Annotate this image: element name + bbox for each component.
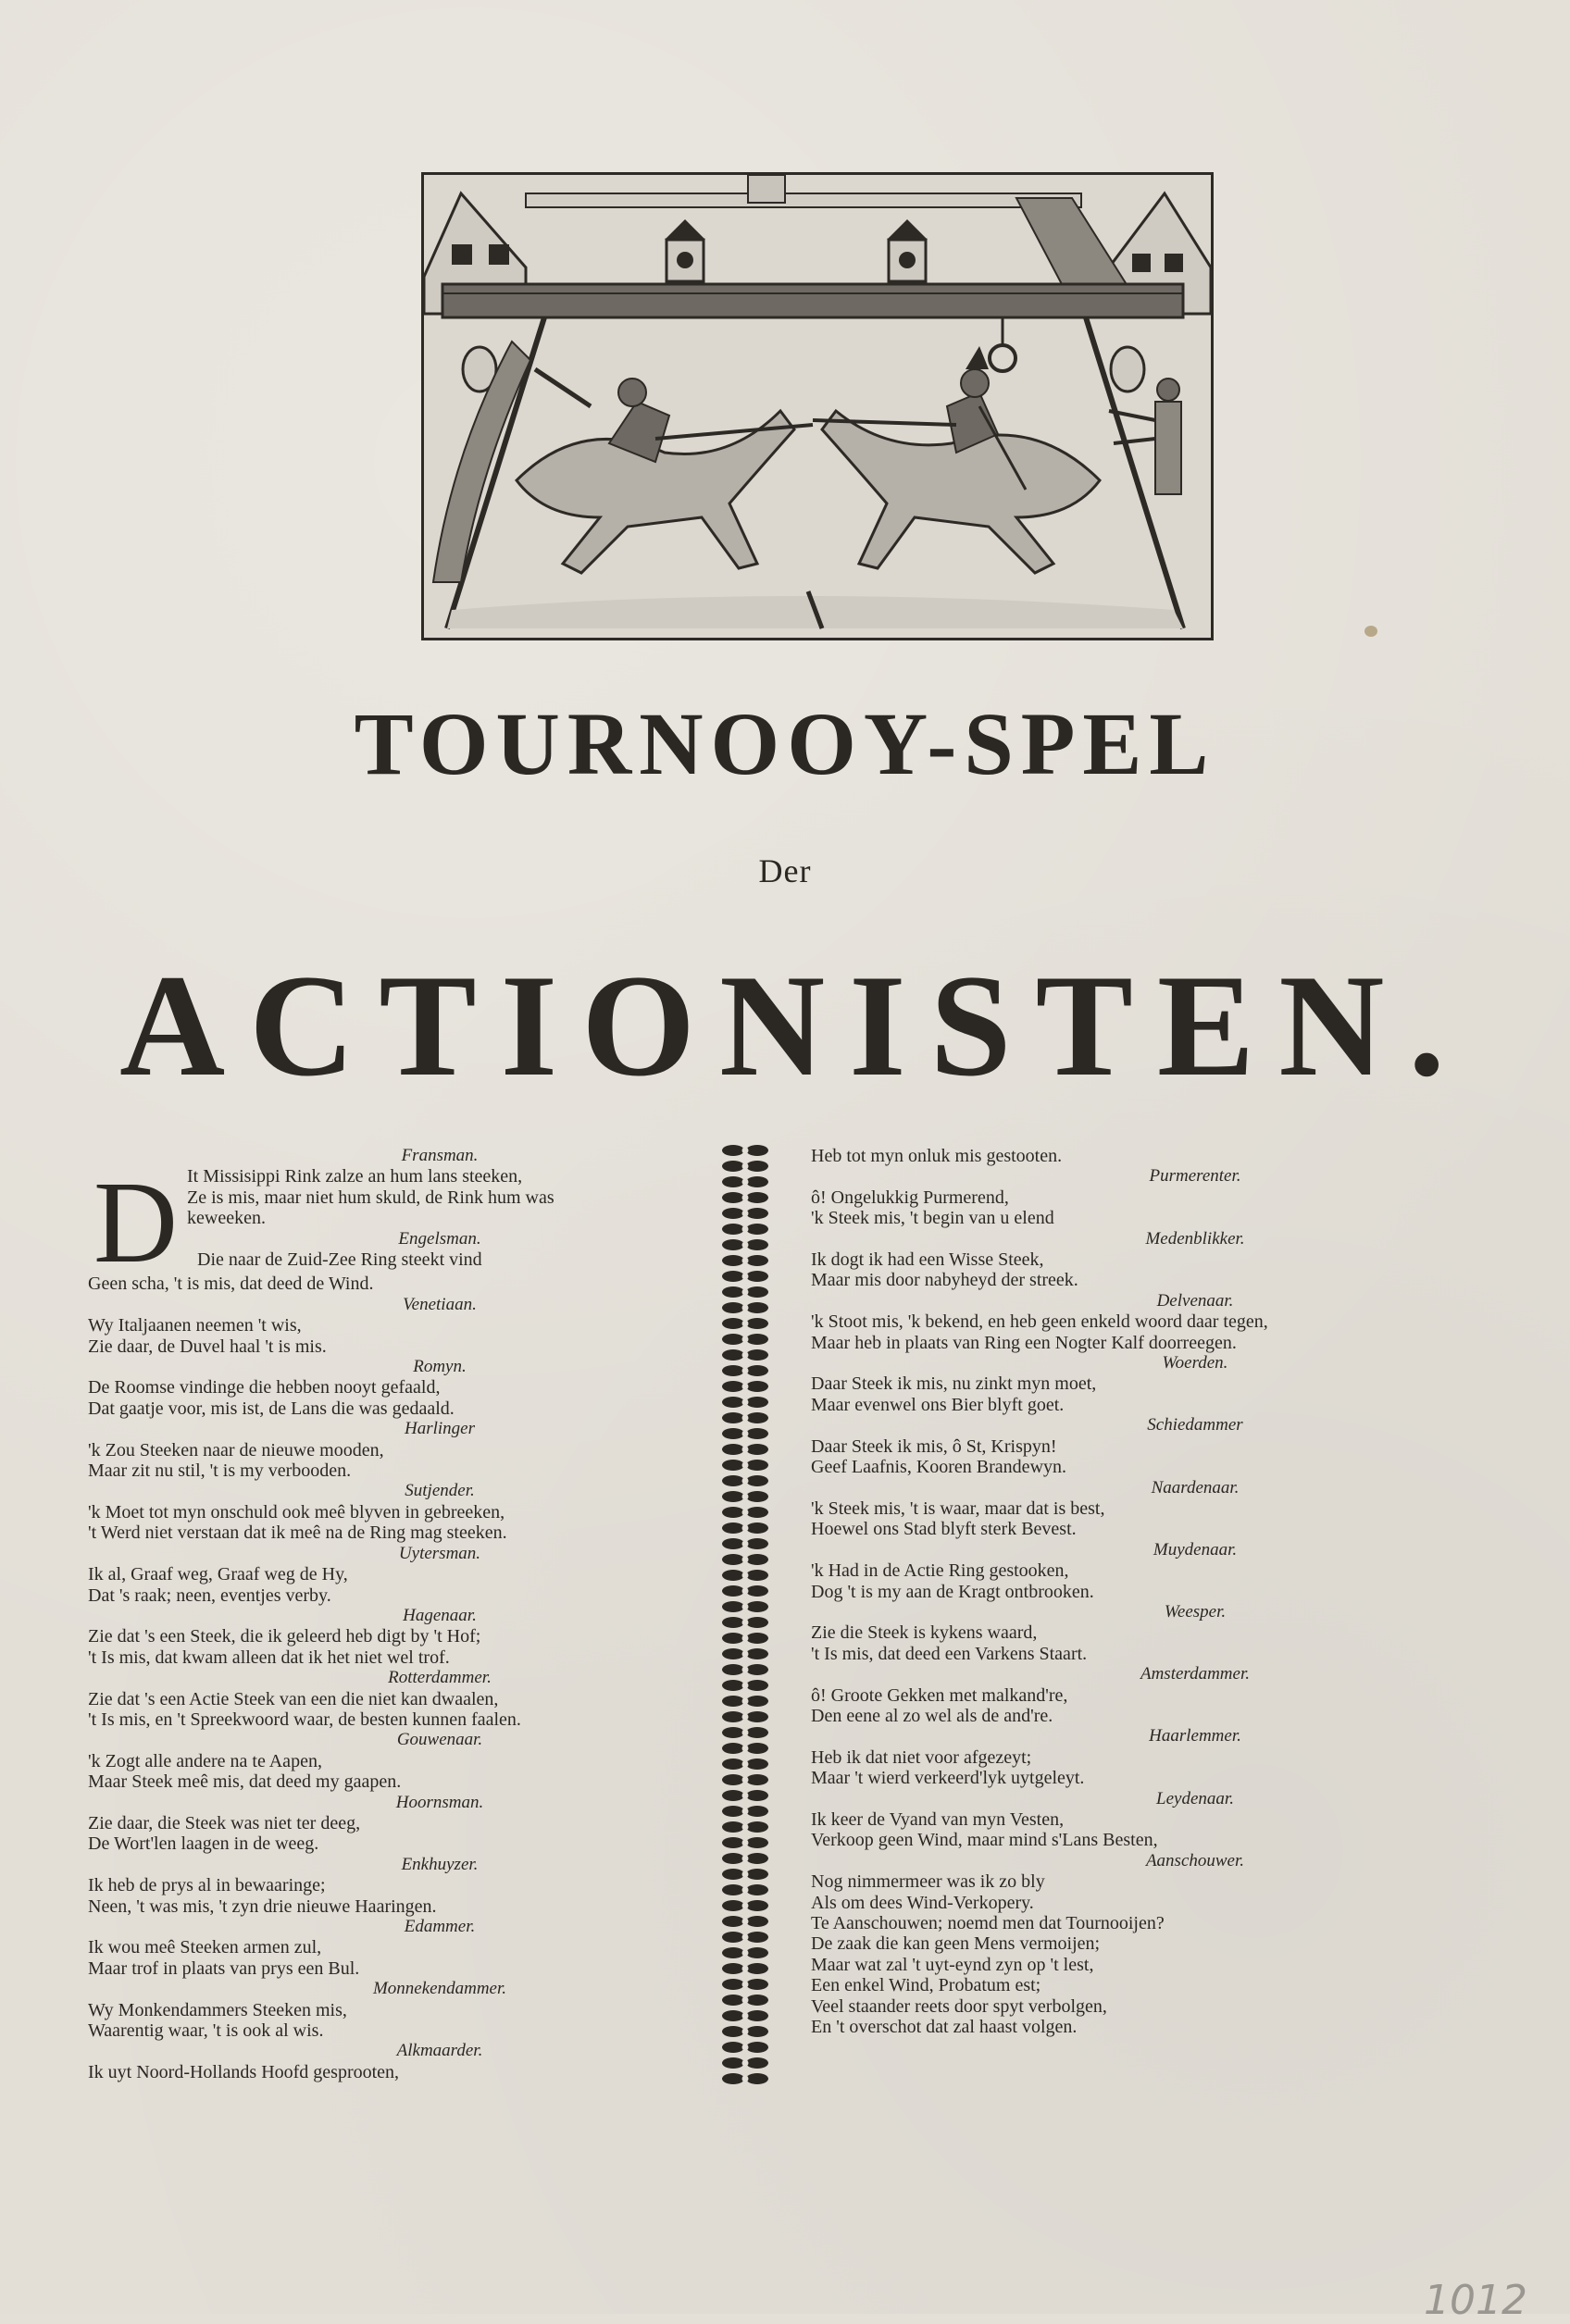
- poem-line: keweeken.: [187, 1208, 266, 1229]
- fleuron-ornament: [722, 1932, 768, 1943]
- fleuron-ornament: [722, 1821, 768, 1833]
- poem-line: Verkoop geen Wind, maar mind s'Lans Besten,: [811, 1830, 1158, 1851]
- fleuron-ornament: [722, 1617, 768, 1628]
- speaker-label: Delvenaar.: [1156, 1290, 1234, 1311]
- speaker-label: Venetiaan.: [403, 1294, 477, 1314]
- poem-line: Maar mis door nabyheyd der streek.: [811, 1270, 1078, 1291]
- fleuron-ornament: [722, 1711, 768, 1722]
- fleuron-ornament: [722, 2057, 768, 2069]
- fleuron-ornament: [722, 1900, 768, 1911]
- speaker-label: Alkmaarder.: [396, 2041, 483, 2061]
- poem-line: Geef Laafnis, Kooren Brandewyn.: [811, 1457, 1067, 1478]
- paper-stain: [1364, 626, 1377, 637]
- poem-line: Als om dees Wind-Verkopery.: [811, 1892, 1034, 1913]
- speaker-label: Harlinger: [405, 1419, 475, 1439]
- poem-line: Den eene al zo wel als de and're.: [811, 1705, 1053, 1726]
- speaker-label: Enkhuyzer.: [401, 1854, 479, 1874]
- speaker-label: Schiedammer: [1147, 1415, 1243, 1435]
- poem-line: 'k Steek mis, 't is waar, maar dat is best,: [811, 1498, 1105, 1519]
- poem-line: Ik heb de prys al in bewaaringe;: [88, 1875, 326, 1896]
- fleuron-ornament: [722, 1239, 768, 1250]
- fleuron-ornament: [722, 1208, 768, 1219]
- speaker-label: Woerden.: [1162, 1353, 1228, 1373]
- fleuron-ornament: [722, 1995, 768, 2006]
- poem-line: Neen, 't was mis, 't zyn drie nieuwe Haaringen.: [88, 1895, 437, 1917]
- poem-line: Maar evenwel ons Bier blyft goet.: [811, 1394, 1065, 1415]
- poem-line: En 't overschot dat zal haast volgen.: [811, 2017, 1078, 2038]
- speaker-label: Weesper.: [1164, 1601, 1227, 1622]
- poem-line: Te Aanschouwen; noemd men dat Tournooijen?: [811, 1913, 1165, 1934]
- fleuron-ornament: [722, 1224, 768, 1235]
- poem-line: 'k Had in de Actie Ring gestooken,: [811, 1560, 1069, 1582]
- poem-line: Zie daar, die Steek was niet ter deeg,: [88, 1812, 361, 1833]
- poem-line: Ik uyt Noord-Hollands Hoofd gesprooten,: [88, 2061, 400, 2082]
- poem-line: Maar Steek meê mis, dat deed my gaapen.: [88, 1771, 402, 1793]
- title-line-actionisten: ACTIONISTEN.: [119, 945, 1469, 1107]
- speaker-label: Sutjender.: [405, 1481, 475, 1501]
- poem-line: Hoewel ons Stad blyft sterk Bevest.: [811, 1519, 1077, 1540]
- fleuron-ornament: [722, 1790, 768, 1801]
- poem-line: It Missisippi Rink zalze an hum lans steeken,: [187, 1166, 523, 1187]
- fleuron-ornament: [722, 1601, 768, 1612]
- fleuron-ornament: [722, 1759, 768, 1770]
- poem-line: Dat gaatje voor, mis ist, de Lans die was gedaald.: [88, 1398, 455, 1419]
- drop-cap-letter: D: [93, 1159, 178, 1288]
- fleuron-ornament: [722, 1192, 768, 1203]
- fleuron-ornament: [722, 2042, 768, 2053]
- poem-line: De Wort'len laagen in de weeg.: [88, 1833, 319, 1855]
- fleuron-ornament: [722, 1475, 768, 1486]
- poem-line: 'k Stoot mis, 'k bekend, en heb geen enkeld woord daar tegen,: [811, 1311, 1268, 1333]
- fleuron-ornament: [722, 1648, 768, 1659]
- tournament-woodcut-illustration: [421, 172, 1214, 640]
- fleuron-ornament: [722, 1271, 768, 1282]
- fleuron-ornament: [722, 1255, 768, 1266]
- fleuron-ornament: [722, 1145, 768, 1156]
- fleuron-ornament: [722, 1444, 768, 1455]
- fleuron-ornament: [722, 1522, 768, 1534]
- poem-line: 't Werd niet verstaan dat ik meê na de Ring mag steeken.: [88, 1522, 507, 1544]
- fleuron-ornament: [722, 1554, 768, 1565]
- fleuron-ornament: [722, 1318, 768, 1329]
- poem-line: Zie dat 's een Steek, die ik geleerd heb digt by 't Hof;: [88, 1626, 481, 1647]
- fleuron-ornament: [722, 1176, 768, 1187]
- fleuron-ornament: [722, 1286, 768, 1298]
- fleuron-ornament: [722, 1633, 768, 1644]
- poem-line: Waarentig waar, 't is ook al wis.: [88, 2020, 324, 2042]
- poem-line: Geen scha, 't is mis, dat deed de Wind.: [88, 1274, 374, 1295]
- speaker-label: Purmerenter.: [1149, 1166, 1241, 1187]
- speaker-label: Uytersman.: [398, 1543, 481, 1563]
- poem-line: Wy Monkendammers Steeken mis,: [88, 1999, 347, 2020]
- fleuron-ornament: [722, 2010, 768, 2021]
- fleuron-ornament: [722, 1585, 768, 1597]
- fleuron-ornament: [722, 1916, 768, 1927]
- poem-line: Dog 't is my aan de Kragt ontbrooken.: [811, 1581, 1094, 1602]
- poem-line: Maar zit nu stil, 't is my verbooden.: [88, 1460, 352, 1482]
- speaker-label: Romyn.: [413, 1357, 467, 1377]
- poem-line: Zie die Steek is kykens waard,: [811, 1622, 1038, 1644]
- title-line-der: Der: [758, 852, 812, 889]
- poem-line: Wy Italjaanen neemen 't wis,: [88, 1315, 302, 1336]
- poem-line: 'k Zogt alle andere na te Aapen,: [88, 1750, 322, 1771]
- fleuron-ornament: [722, 2026, 768, 2037]
- handwritten-inventory-number: 1012: [1424, 2277, 1527, 2324]
- fleuron-ornament: [722, 1491, 768, 1502]
- speaker-label: Edammer.: [404, 1917, 476, 1936]
- poem-line: ô! Ongelukkig Purmerend,: [811, 1187, 1009, 1208]
- speaker-label: Engelsman.: [398, 1228, 481, 1249]
- poem-line: Zie dat 's een Actie Steek van een die niet kan dwaalen,: [88, 1688, 499, 1709]
- poem-line: Maar heb in plaats van Ring een Nogter Kalf doorreegen.: [811, 1332, 1237, 1353]
- fleuron-ornament: [722, 1727, 768, 1738]
- poem-line: Ik keer de Vyand van myn Vesten,: [811, 1809, 1065, 1830]
- poem-line: 't Is mis, dat deed een Varkens Staart.: [811, 1643, 1088, 1664]
- fleuron-ornament: [722, 1381, 768, 1392]
- poem-line: Ze is mis, maar niet hum skuld, de Rink hum was: [187, 1187, 554, 1208]
- fleuron-ornament: [722, 1806, 768, 1817]
- speaker-label: Medenblikker.: [1145, 1228, 1245, 1249]
- poem-line: 'k Steek mis, 't begin van u elend: [811, 1208, 1054, 1229]
- poem-line: Maar 't wierd verkeerd'lyk uytgeleyt.: [811, 1768, 1085, 1789]
- speaker-label: Hagenaar.: [403, 1605, 477, 1625]
- poem-line: 't Is mis, en 't Spreekwoord waar, de besten kunnen faalen.: [88, 1709, 521, 1730]
- poem-line: Daar Steek ik mis, ô St, Krispyn!: [811, 1435, 1057, 1457]
- fleuron-ornament: [722, 1664, 768, 1675]
- poem-line: Heb tot myn onluk mis gestooten.: [811, 1146, 1063, 1166]
- fleuron-ornament: [722, 1334, 768, 1345]
- speaker-label: Haarlemmer.: [1149, 1726, 1241, 1746]
- speaker-label: Aanschouwer.: [1145, 1850, 1245, 1870]
- fleuron-ornament: [722, 1884, 768, 1895]
- fleuron-ornament: [722, 1161, 768, 1172]
- fleuron-ornament: [722, 2073, 768, 2084]
- fleuron-ornament: [722, 1397, 768, 1408]
- fleuron-ornament: [722, 1963, 768, 1974]
- fleuron-ornament: [722, 1428, 768, 1439]
- poem-line: ô! Groote Gekken met malkand're,: [811, 1684, 1068, 1706]
- speaker-label: Monnekendammer.: [372, 1979, 507, 1999]
- poem-line: De zaak die kan geen Mens vermoijen;: [811, 1933, 1101, 1955]
- poem-line: Veel staander reets door spyt verbolgen,: [811, 1995, 1107, 2017]
- poem-line: 't Is mis, dat kwam alleen dat ik het niet wel trof.: [88, 1647, 450, 1668]
- ornamental-column-divider: [713, 1143, 778, 2087]
- poem-line: Ik dogt ik had een Wisse Steek,: [811, 1249, 1044, 1271]
- poem-left-column: [88, 1146, 690, 2082]
- speaker-label: Leydenaar.: [1156, 1788, 1234, 1808]
- poem-line: Dat 's raak; neen, eventjes verby.: [88, 1585, 331, 1606]
- poem-right-column: [811, 1146, 1413, 2037]
- speaker-label: Muydenaar.: [1153, 1539, 1238, 1560]
- poem-line: Maar trof in plaats van prys een Bul.: [88, 1957, 360, 1979]
- fleuron-ornament: [722, 1412, 768, 1423]
- fleuron-ornament: [722, 1680, 768, 1691]
- poem-line: Heb ik dat niet voor afgezeyt;: [811, 1746, 1032, 1768]
- fleuron-ornament: [722, 1853, 768, 1864]
- fleuron-ornament: [722, 1979, 768, 1990]
- poem-line: Die naar de Zuid-Zee Ring steekt vind: [197, 1249, 482, 1271]
- poem-line: Maar wat zal 't uyt-eynd zyn op 't lest,: [811, 1954, 1094, 1975]
- poem-line: Een enkel Wind, Probatum est;: [811, 1975, 1041, 1996]
- fleuron-ornament: [722, 1349, 768, 1361]
- poem-line: 'k Zou Steeken naar de nieuwe mooden,: [88, 1439, 384, 1460]
- fleuron-ornament: [722, 1302, 768, 1313]
- fleuron-ornament: [722, 1365, 768, 1376]
- fleuron-ornament: [722, 1743, 768, 1754]
- poem-line: Nog nimmermeer was ik zo bly: [811, 1871, 1045, 1893]
- fleuron-ornament: [722, 1570, 768, 1581]
- speaker-label: Amsterdammer.: [1140, 1664, 1251, 1684]
- fleuron-ornament: [722, 1538, 768, 1549]
- speaker-label: Rotterdammer.: [388, 1668, 492, 1688]
- fleuron-ornament: [722, 1869, 768, 1880]
- poem-line: Ik wou meê Steeken armen zul,: [88, 1937, 322, 1958]
- fleuron-ornament: [722, 1696, 768, 1707]
- speaker-label: Fransman.: [401, 1146, 479, 1165]
- fleuron-ornament: [722, 1774, 768, 1785]
- speaker-label: Gouwenaar.: [396, 1730, 483, 1750]
- title-line-tournooy-spel: TOURNOOY-SPEL: [354, 694, 1216, 793]
- poem-line: Ik al, Graaf weg, Graaf weg de Hy,: [88, 1564, 348, 1585]
- poem-line: Daar Steek ik mis, nu zinkt myn moet,: [811, 1373, 1097, 1395]
- fleuron-ornament: [722, 1507, 768, 1518]
- fleuron-ornament: [722, 1947, 768, 1958]
- poem-line: 'k Moet tot myn onschuld ook meê blyven in gebreeken,: [88, 1501, 505, 1522]
- fleuron-ornament: [722, 1837, 768, 1848]
- fleuron-ornament: [722, 1460, 768, 1471]
- poem-line: Zie daar, de Duvel haal 't is mis.: [88, 1336, 327, 1357]
- speaker-label: Naardenaar.: [1151, 1477, 1240, 1498]
- speaker-label: Hoornsman.: [395, 1792, 484, 1812]
- poem-line: De Roomse vindinge die hebben nooyt gefaald,: [88, 1377, 441, 1398]
